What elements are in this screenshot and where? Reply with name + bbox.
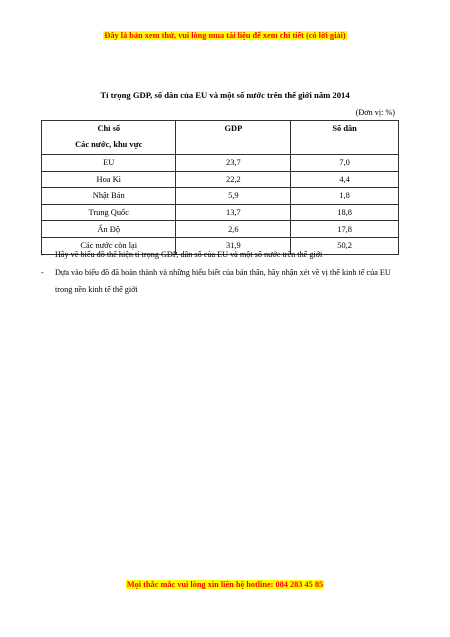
- table-body: [42, 155, 399, 255]
- question-text: Dựa vào biểu đồ đã hoàn thành và những hiểu biết của bản thân, hãy nhận xét về vị thế kinh tế của EU trong nền kinh tế thế giới: [55, 268, 391, 294]
- population-cell: 50,2: [291, 237, 399, 254]
- gdp-cell: 31,9: [176, 237, 291, 254]
- question-text: Hãy vẽ biểu đồ thể hiện tỉ trọng GDP, dân số của EU và một số nước trên thế giới: [55, 250, 323, 259]
- hotline-banner: [0, 580, 450, 589]
- gdp-cell: 22,2: [176, 171, 291, 188]
- gdp-cell: 23,7: [176, 155, 291, 172]
- population-cell: 18,8: [291, 204, 399, 221]
- preview-banner: [0, 31, 450, 40]
- table-row: [42, 204, 399, 221]
- question-item: [41, 264, 401, 298]
- table-row: [42, 188, 399, 205]
- region-cell: Hoa Kì: [42, 171, 176, 188]
- population-cell: 4,4: [291, 171, 399, 188]
- header-gdp: GDP: [176, 121, 291, 155]
- hotline-text: Mọi thắc mắc vui lòng xin liên hệ hotline: 084 283 45 85: [126, 580, 324, 589]
- population-cell: 17,8: [291, 221, 399, 238]
- gdp-cell: 2,6: [176, 221, 291, 238]
- population-cell: 1,8: [291, 188, 399, 205]
- preview-banner-text: Đây là bản xem thử, vui lòng mua tài liệu để xem chi tiết (có lời giải): [104, 31, 346, 40]
- header-indicator-region: [42, 121, 176, 155]
- gdp-cell: 13,7: [176, 204, 291, 221]
- region-cell: Trung Quốc: [42, 204, 176, 221]
- question-item: [41, 246, 401, 263]
- document-title: Tỉ trọng GDP, số dân của EU và một số nước trên thế giới năm 2014: [100, 90, 350, 100]
- table-row: [42, 221, 399, 238]
- region-cell: Nhật Bản: [42, 188, 176, 205]
- header-indicator: Chỉ số: [97, 124, 121, 133]
- header-population: Số dân: [291, 121, 399, 155]
- table-row: [42, 171, 399, 188]
- data-table: [41, 120, 399, 255]
- region-cell: EU: [42, 155, 176, 172]
- header-region: Các nước, khu vực: [75, 140, 143, 149]
- table-row: [42, 155, 399, 172]
- region-cell: Ấn Độ: [42, 221, 176, 238]
- population-cell: 7,0: [291, 155, 399, 172]
- gdp-cell: 5,9: [176, 188, 291, 205]
- bullet-dash: -: [41, 268, 44, 277]
- unit-note: (Đơn vị: %): [355, 108, 395, 117]
- table-header-row: [42, 121, 399, 155]
- region-cell: Các nước còn lại: [42, 237, 176, 254]
- bullet-dash: -: [41, 250, 44, 259]
